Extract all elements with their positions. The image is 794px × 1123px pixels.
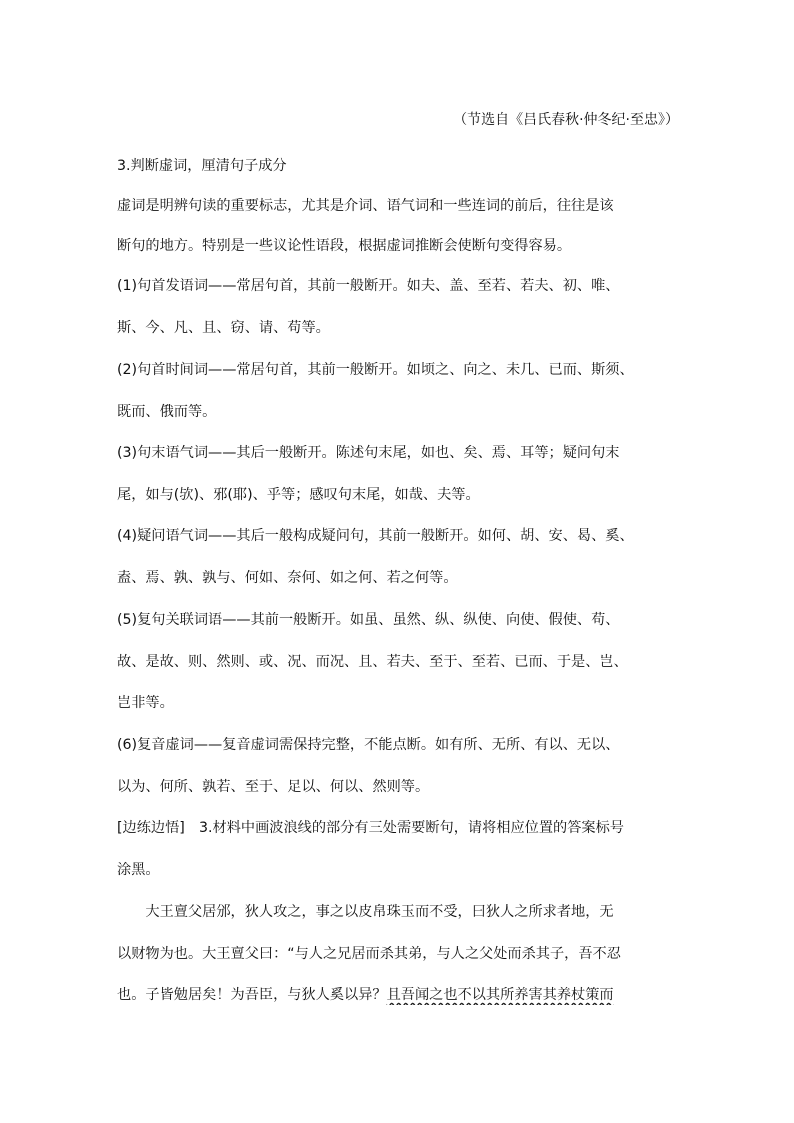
passage-line-with-wavy [117,985,687,1005]
list-item-6-line: (6)复音虚词——复音虚词需保持完整，不能点断。如有所、无所、有以、无以、 [117,737,620,753]
section-heading: 3.判断虚词，厘清句子成分 [117,158,287,174]
wavy-underlined-text: 且吾闻之也不以其所养害其养杖策而 [386,987,614,1003]
list-item-1-line: (1)句首发语词——常居句首，其前一般断开。如夫、盖、至若、若夫、初、唯、 [117,278,620,294]
list-item-6-line: 以为、何所、孰若、至于、足以、何以、然则等。 [117,779,430,795]
exercise-prompt-line: [边练边悟] 3.材料中画波浪线的部分有三处需要断句，请将相应位置的答案标号 [117,820,624,836]
list-item-2-line: (2)句首时间词——常居句首，其前一般断开。如顷之、向之、未几、已而、斯须、 [117,362,634,378]
paragraph-line: 断句的地方。特别是一些议论性语段，根据虚词推断会使断句变得容易。 [117,238,572,254]
list-item-4-line: 盍、焉、孰、孰与、何如、奈何、如之何、若之何等。 [117,570,458,586]
source-citation: （节选自《吕氏春秋·仲冬纪·至忠》） [453,112,679,128]
list-item-5-line: (5)复句关联词语——其前一般断开。如虽、虽然、纵、纵使、向使、假使、苟、 [117,612,620,628]
list-item-3-line: (3)句末语气词——其后一般断开。陈述句末尾，如也、矣、焉、耳等；疑问句末 [117,445,620,461]
list-item-5-line: 岂非等。 [117,695,174,711]
paragraph-line: 虚词是明辨句读的重要标志，尤其是介词、语气词和一些连词的前后，往往是该 [117,198,614,214]
exercise-prompt-line: 涂黑。 [117,862,160,878]
passage-line: 大王亶父居邠，狄人攻之，事之以皮帛珠玉而不受，曰狄人之所求者地，无 [117,904,614,920]
passage-line: 以财物为也。大王亶父曰：“与人之兄居而杀其弟，与人之父处而杀其子，吾不忍 [117,946,621,962]
list-item-5-line: 故、是故、则、然则、或、况、而况、且、若夫、至于、至若、已而、于是、岂、 [117,654,628,670]
list-item-3-line: 尾，如与(欤)、邪(耶)、乎等；感叹句末尾，如哉、夫等。 [117,487,480,503]
passage-text: 也。子皆勉居矣！为吾臣，与狄人奚以异？ [117,987,387,1003]
list-item-2-line: 既而、俄而等。 [117,404,217,420]
list-item-4-line: (4)疑问语气词——其后一般构成疑问句，其前一般断开。如何、胡、安、曷、奚、 [117,528,634,544]
list-item-1-line: 斯、今、凡、且、窃、请、苟等。 [117,320,330,336]
